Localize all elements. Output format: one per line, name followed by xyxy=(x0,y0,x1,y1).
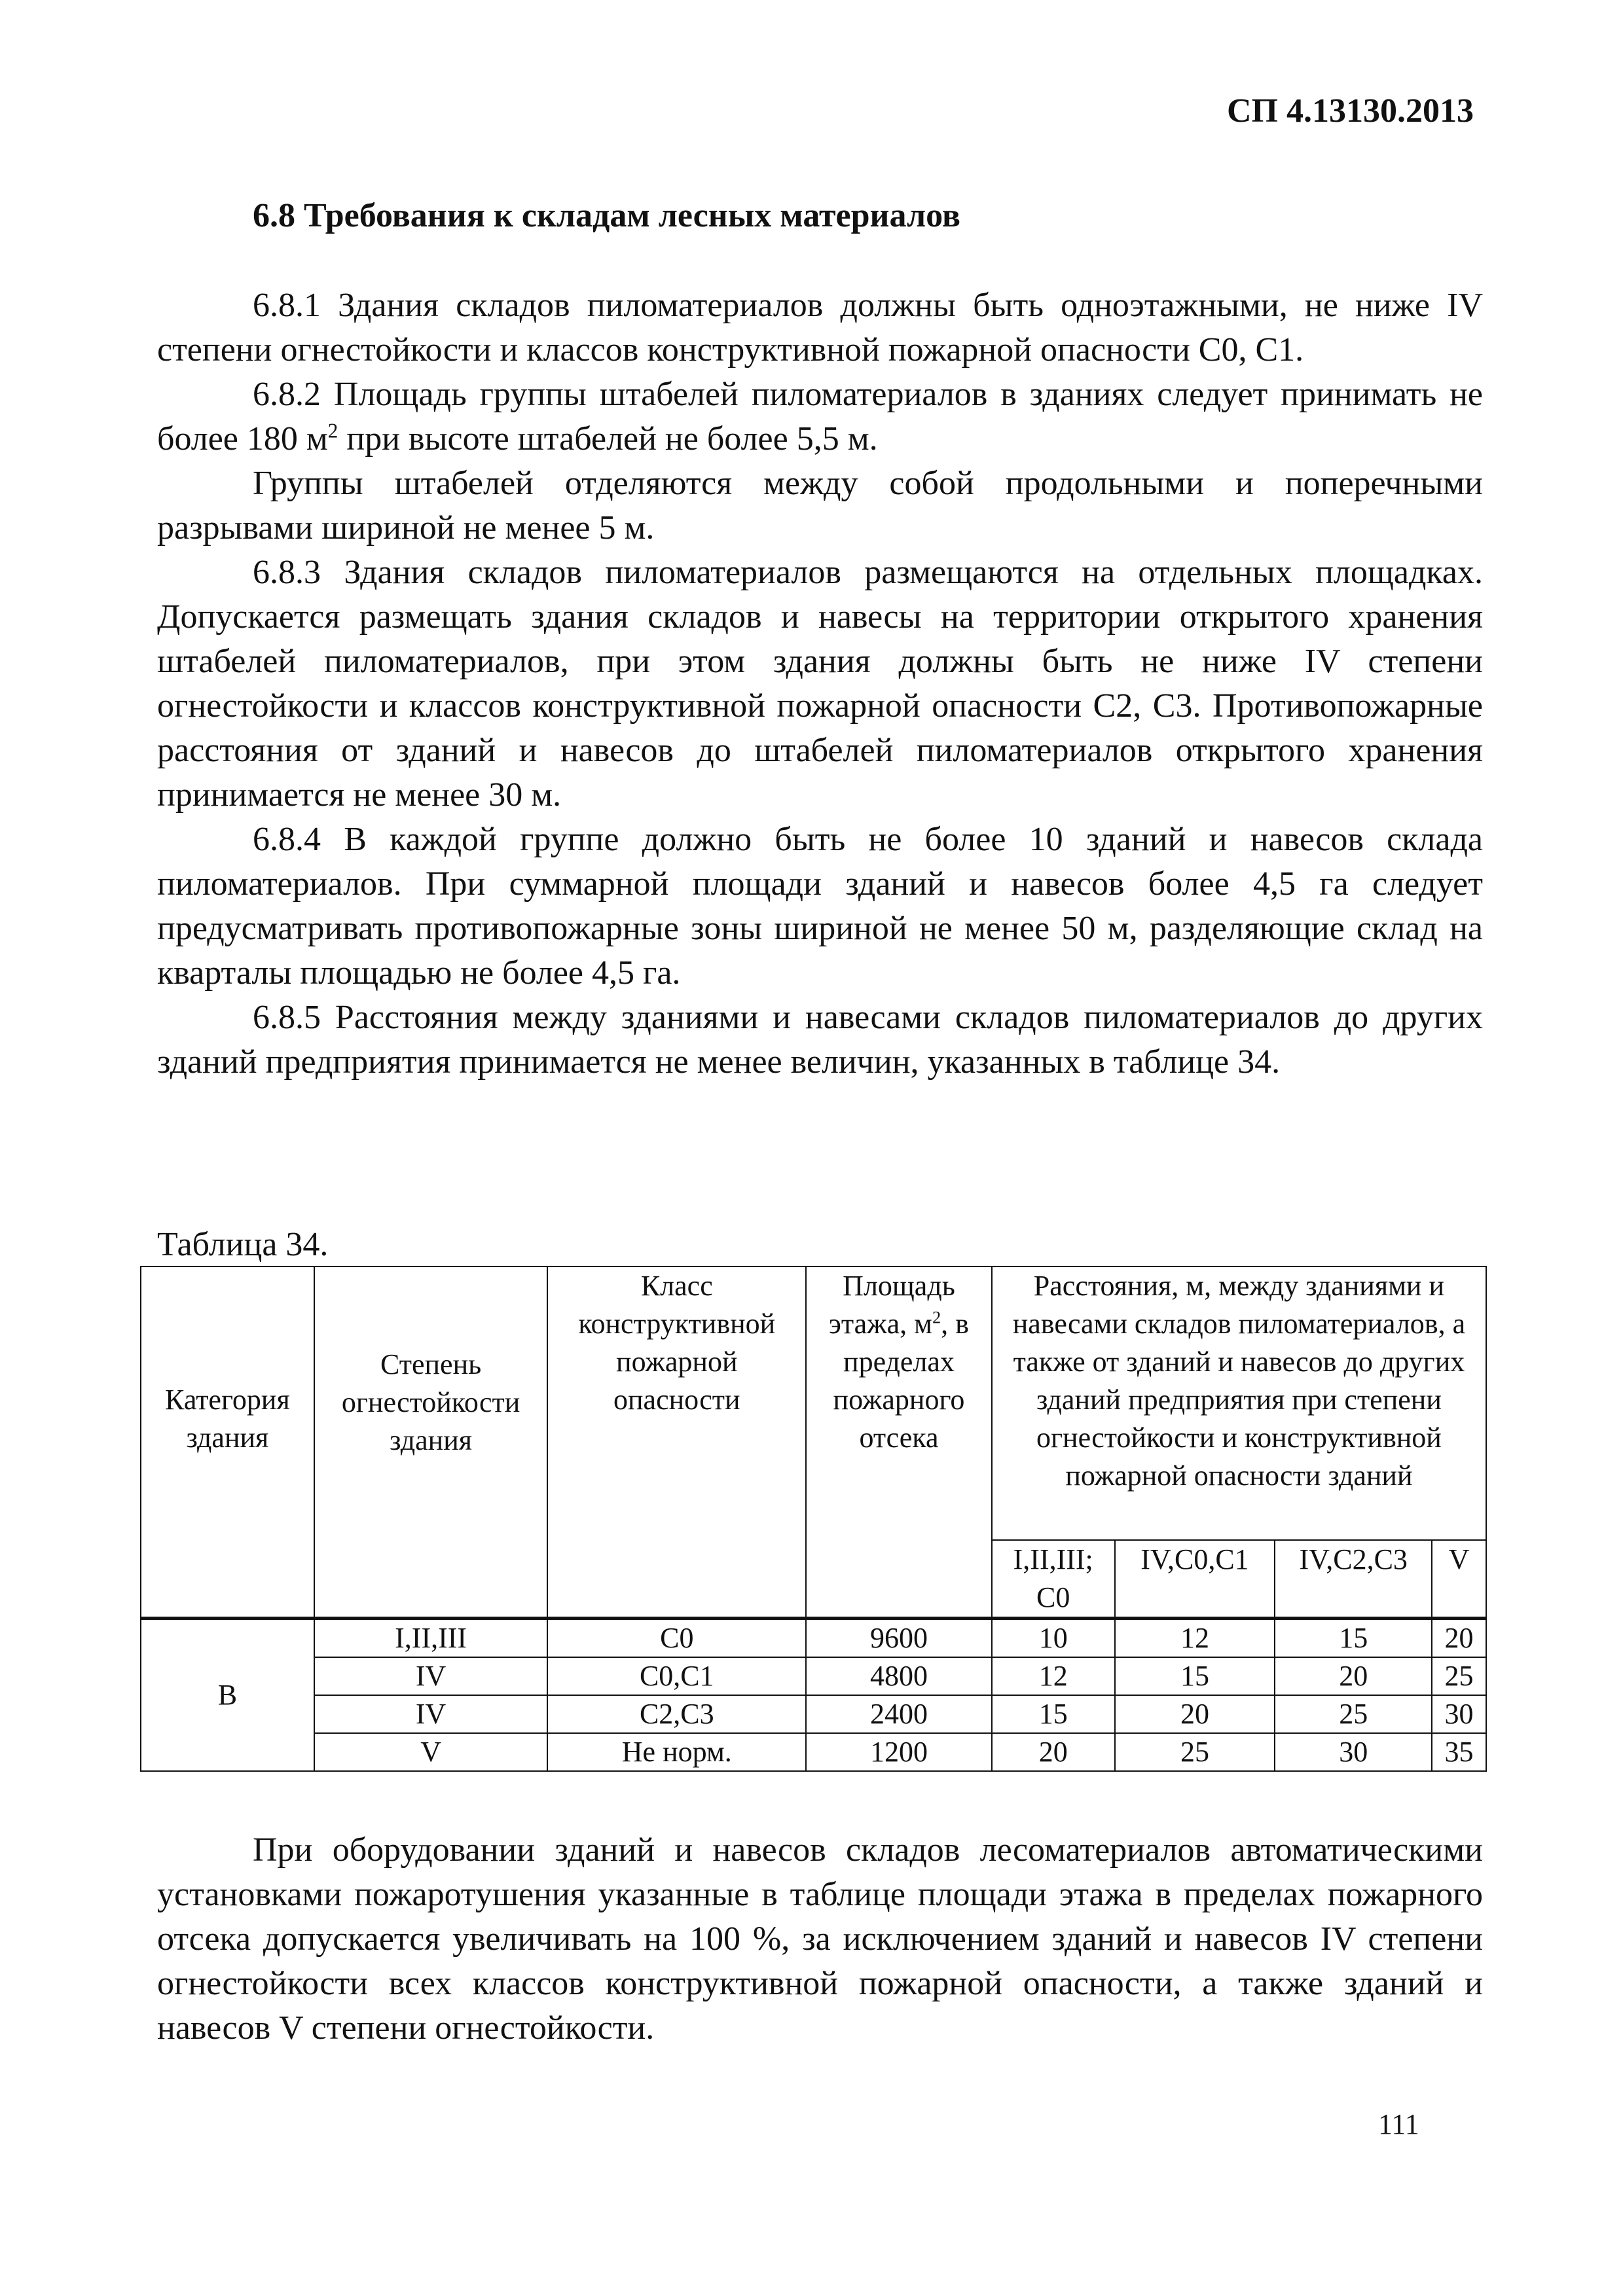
cell-distance: 12 xyxy=(992,1657,1115,1695)
cell-distance: 12 xyxy=(1115,1619,1275,1658)
table-row xyxy=(141,1619,1486,1658)
header-area-superscript: 2 xyxy=(932,1307,941,1327)
cell-area: 4800 xyxy=(806,1657,992,1695)
page-number: 111 xyxy=(1378,2108,1419,2140)
cell-distance: 15 xyxy=(992,1695,1115,1733)
header-category xyxy=(141,1266,314,1619)
table-caption: Таблица 34. xyxy=(157,1226,329,1263)
subheader-3: IV,С2,С3 xyxy=(1275,1540,1432,1619)
table-row xyxy=(141,1657,1486,1695)
header-category-label: Категория здания xyxy=(165,1384,290,1454)
header-area xyxy=(806,1266,992,1619)
paragraph-6-8-2-text: 6.8.2 Площадь группы штабелей пиломатериалов в зданиях следует принимать не более 180 м xyxy=(157,376,1483,457)
header-fire-resistance-label: Степень огнестойкости здания xyxy=(341,1348,520,1456)
table-header-row xyxy=(141,1266,1486,1540)
cell-distance: 20 xyxy=(992,1733,1115,1771)
superscript: 2 xyxy=(327,419,338,442)
category-cell: В xyxy=(141,1619,314,1772)
cell-class: С0 xyxy=(547,1619,806,1658)
paragraph-6-8-2-text-end: при высоте штабелей не более 5,5 м. xyxy=(338,420,878,457)
cell-distance: 20 xyxy=(1275,1657,1432,1695)
paragraph-6-8-3: 6.8.3 Здания складов пиломатериалов размещаются на отдельных площадках. Допускается размещать здания складов и навесы на территории открытого хранения штабелей пиломатериалов, при этом здания должны быть не ниже IV степени огнестойкости и классов конструктивной пожарной опасности С2, С3. Противопожарные расстояния от зданий и навесов до штабелей пиломатериалов открытого хранения принимается не менее 30 м. xyxy=(157,554,1483,814)
cell-distance: 15 xyxy=(1115,1657,1275,1695)
cell-distance: 35 xyxy=(1432,1733,1486,1771)
header-hazard-class xyxy=(547,1266,806,1619)
cell-distance: 30 xyxy=(1432,1695,1486,1733)
cell-area: 2400 xyxy=(806,1695,992,1733)
cell-degree: I,II,III xyxy=(314,1619,548,1658)
paragraph-6-8-4: 6.8.4 В каждой группе должно быть не более 10 зданий и навесов склада пиломатериалов. При суммарной площади зданий и навесов более 4,5 га следует предусматривать противопожарные зоны шириной не менее 50 м, разделяющие склад на кварталы площадью не более 4,5 га. xyxy=(157,821,1483,992)
header-hazard-class-label: Класс конструктивной пожарной опасности xyxy=(578,1270,776,1416)
cell-degree: V xyxy=(314,1733,548,1771)
paragraph-6-8-5: 6.8.5 Расстояния между зданиями и навесами складов пиломатериалов до других зданий предприятия принимается не менее величин, указанных в таблице 34. xyxy=(157,999,1483,1081)
cell-class: С0,С1 xyxy=(547,1657,806,1695)
cell-distance: 15 xyxy=(1275,1619,1432,1658)
cell-distance: 20 xyxy=(1432,1619,1486,1658)
cell-class: С2,С3 xyxy=(547,1695,806,1733)
paragraph-sprinkler-note: При оборудовании зданий и навесов складов лесоматериалов автоматическими установками пожаротушения указанные в таблице площади этажа в пределах пожарного отсека допускается увеличивать на 100 %, за исключением зданий и навесов IV степени огнестойкости всех классов конструктивной пожарной опасности, а также зданий и навесов V степени огнестойкости. xyxy=(157,1831,1483,2047)
cell-distance: 25 xyxy=(1432,1657,1486,1695)
cell-degree: IV xyxy=(314,1695,548,1733)
cell-area: 1200 xyxy=(806,1733,992,1771)
cell-distance: 25 xyxy=(1115,1733,1275,1771)
table-row xyxy=(141,1695,1486,1733)
subheader-1: I,II,III; С0 xyxy=(992,1540,1115,1619)
subheader-4: V xyxy=(1432,1540,1486,1619)
note-after-table xyxy=(157,1828,1483,2051)
header-area-label: Площадь этажа, м xyxy=(829,1270,955,1340)
cell-degree: IV xyxy=(314,1657,548,1695)
header-area-label-end: , в пределах пожарного отсека xyxy=(833,1308,969,1454)
section-title: 6.8 Требования к складам лесных материалов xyxy=(253,197,960,234)
table-34 xyxy=(140,1266,1487,1772)
body-text xyxy=(157,283,1483,1085)
header-fire-resistance xyxy=(314,1266,548,1619)
document-code: СП 4.13130.2013 xyxy=(1227,92,1474,130)
paragraph-6-8-2 xyxy=(157,372,1483,461)
cell-distance: 20 xyxy=(1115,1695,1275,1733)
cell-distance: 10 xyxy=(992,1619,1115,1658)
cell-area: 9600 xyxy=(806,1619,992,1658)
header-distances: Расстояния, м, между зданиями и навесами складов пиломатериалов, а также от зданий и навесов до других зданий предприятия при степени огнестойкости и конструктивной пожарной опасности зданий xyxy=(992,1266,1486,1540)
subheader-2: IV,С0,С1 xyxy=(1115,1540,1275,1619)
paragraph-6-8-1: 6.8.1 Здания складов пиломатериалов должны быть одноэтажными, не ниже IV степени огнестойкости и классов конструктивной пожарной опасности С0, С1. xyxy=(157,287,1483,368)
cell-distance: 25 xyxy=(1275,1695,1432,1733)
cell-distance: 30 xyxy=(1275,1733,1432,1771)
table-row xyxy=(141,1733,1486,1771)
cell-class: Не норм. xyxy=(547,1733,806,1771)
paragraph-stack-gaps: Группы штабелей отделяются между собой продольными и поперечными разрывами шириной не менее 5 м. xyxy=(157,465,1483,547)
